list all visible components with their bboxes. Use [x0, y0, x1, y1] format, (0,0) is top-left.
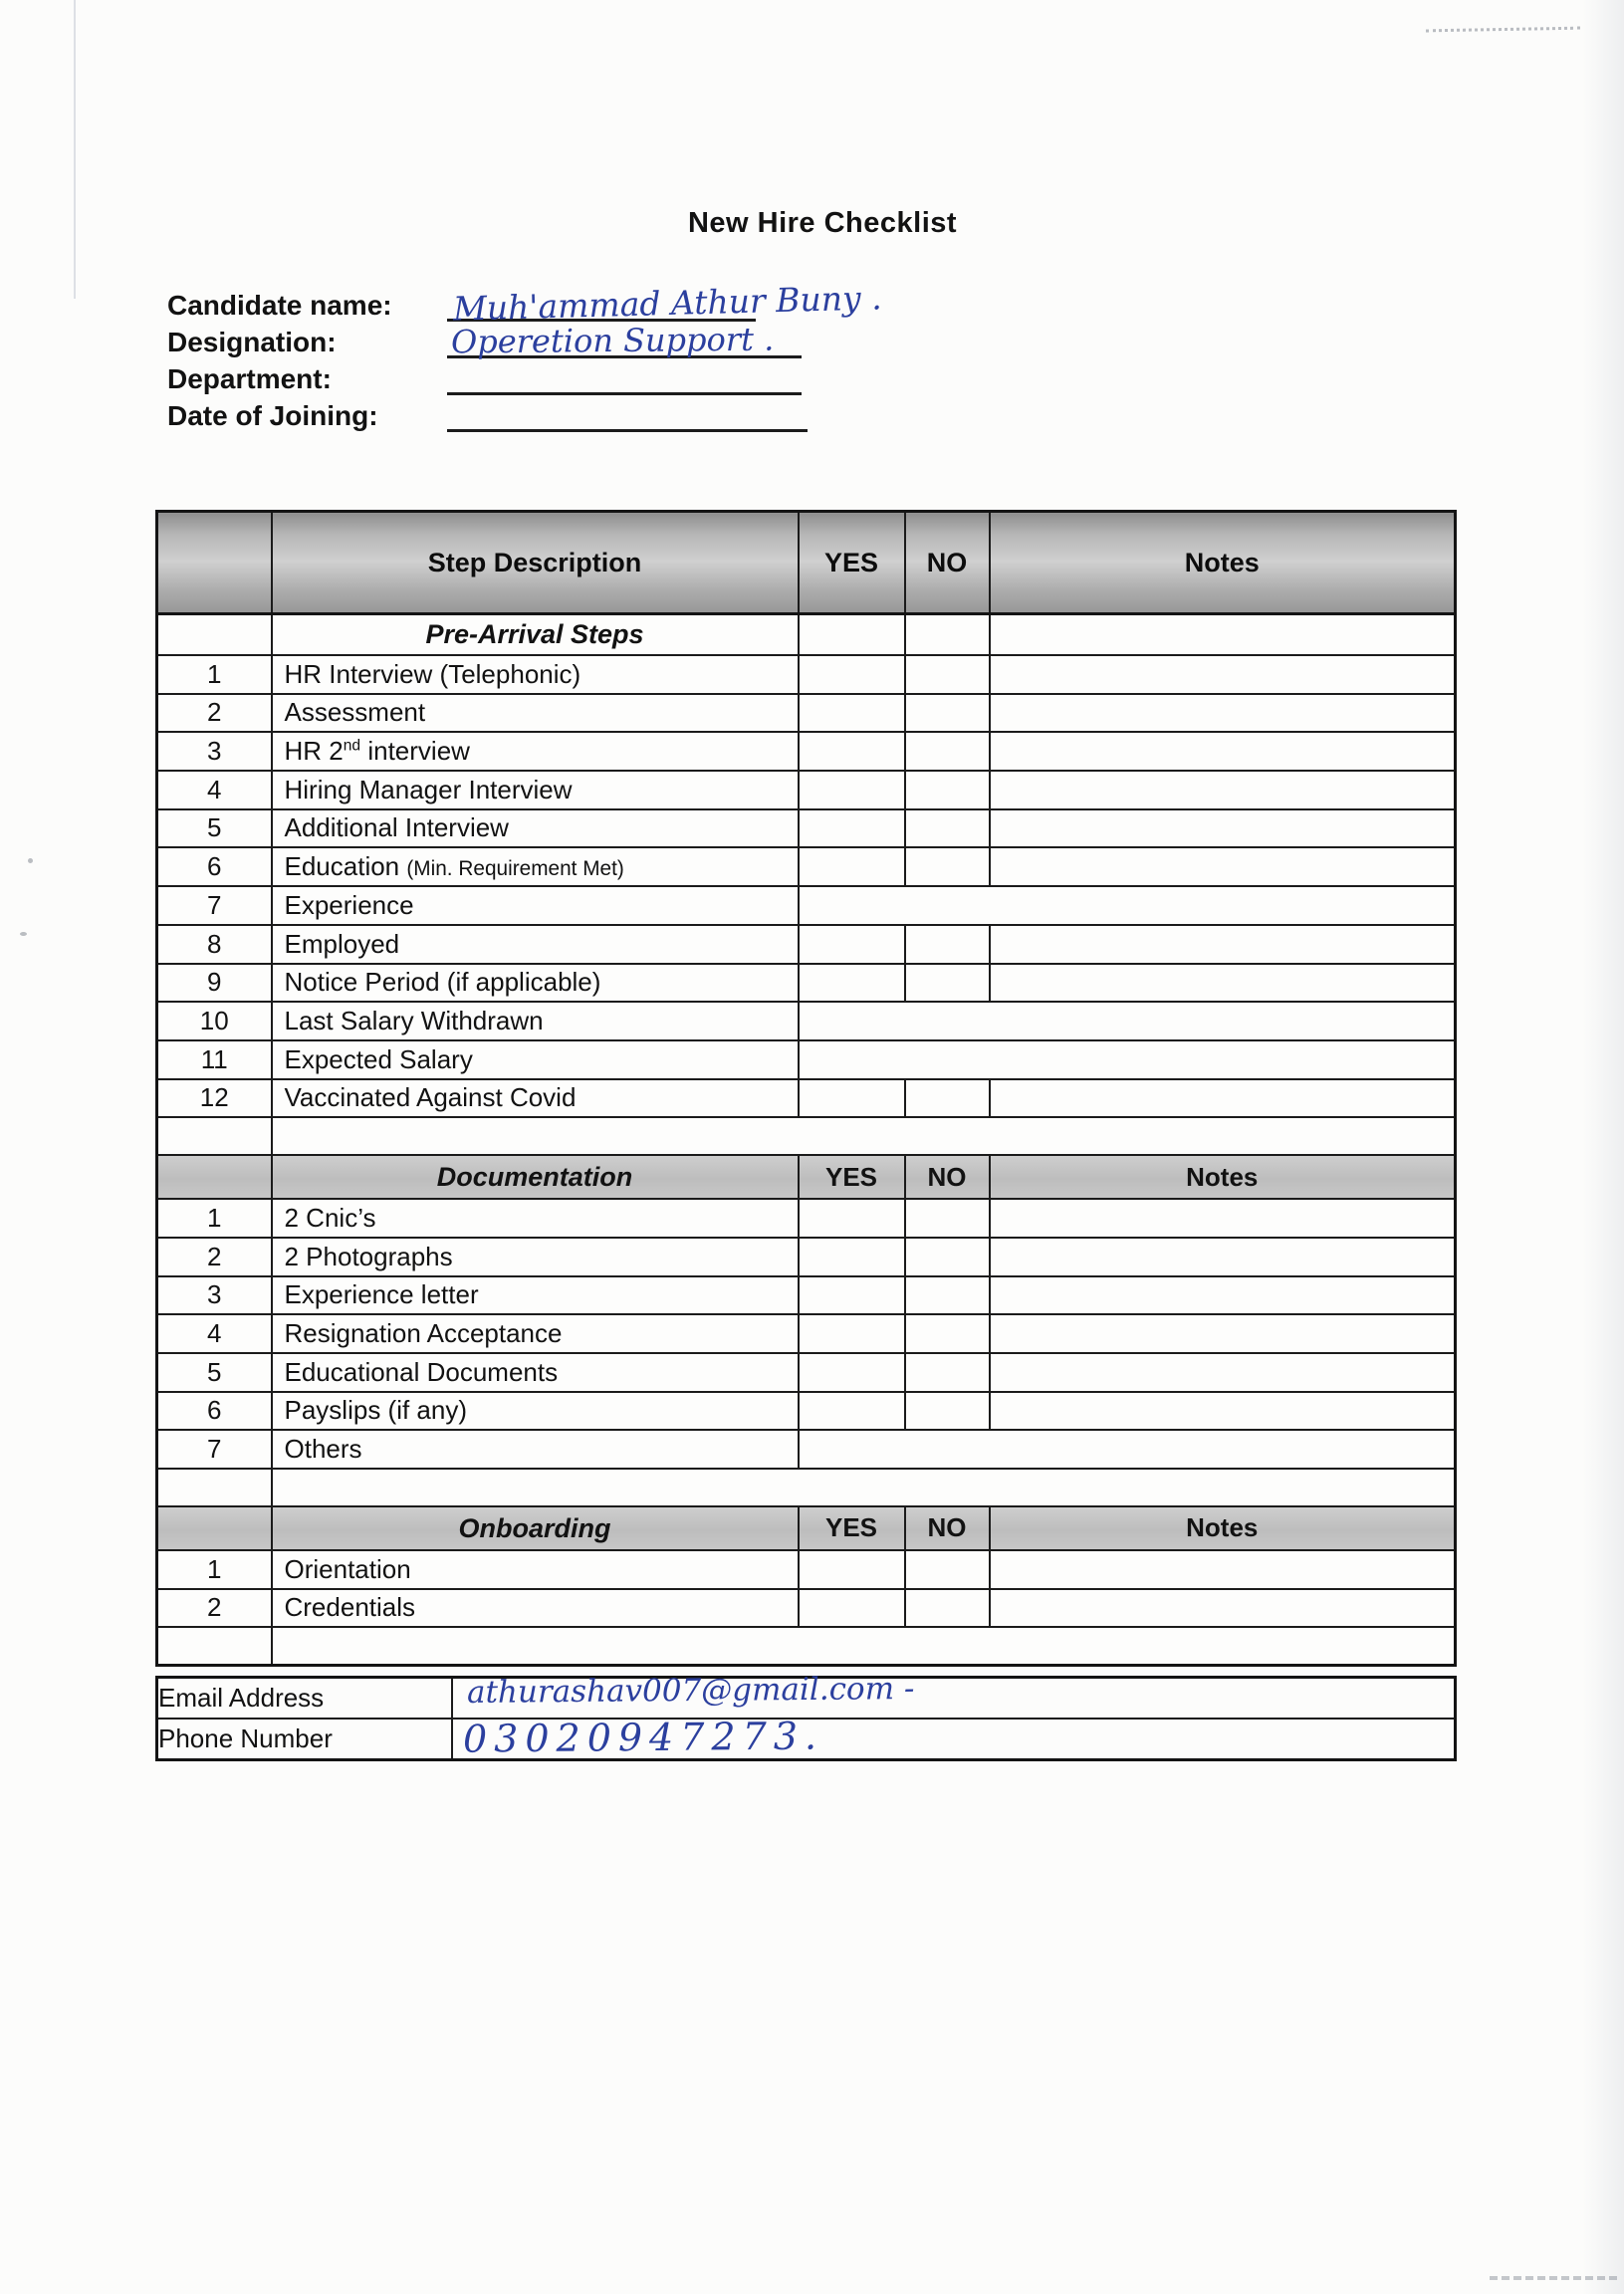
yes-cell	[799, 809, 905, 848]
table-row	[157, 1392, 1456, 1431]
notes-cell	[990, 1589, 1456, 1628]
date-of-joining-label: Date of Joining:	[167, 400, 378, 431]
yes-cell	[799, 655, 905, 694]
empty-cell	[272, 1469, 1456, 1506]
step-number-cell: 6	[157, 847, 272, 886]
yes-cell	[799, 1199, 905, 1238]
step-description-cell: Experience	[272, 886, 799, 925]
empty-cell	[905, 614, 990, 656]
yes-cell	[799, 847, 905, 886]
no-cell	[905, 1589, 990, 1628]
table-row	[157, 1040, 1456, 1079]
table-row	[157, 1276, 1456, 1315]
step-description-cell: Education (Min. Requirement Met)	[272, 847, 799, 886]
step-number-cell: 1	[157, 1550, 272, 1589]
email-address-label: Email Address	[157, 1678, 452, 1720]
yes-cell	[799, 771, 905, 809]
column-header-notes: Notes	[990, 512, 1456, 614]
column-header-yes: YES	[799, 512, 905, 614]
step-number-cell: 1	[157, 1199, 272, 1238]
step-number-cell: 2	[157, 694, 272, 733]
yes-cell	[799, 1079, 905, 1118]
documentation-notes-header: Notes	[990, 1155, 1456, 1199]
phone-row	[157, 1719, 1456, 1760]
onboarding-no-header: NO	[905, 1506, 990, 1550]
table-header-row	[157, 512, 1456, 614]
table-row	[157, 1079, 1456, 1118]
no-cell	[905, 1550, 990, 1589]
step-description-cell: Hiring Manager Interview	[272, 771, 799, 809]
step-description-cell: HR Interview (Telephonic)	[272, 655, 799, 694]
column-header-no: NO	[905, 512, 990, 614]
yes-cell	[799, 1353, 905, 1392]
notes-cell	[990, 1238, 1456, 1276]
empty-cell	[799, 614, 905, 656]
no-cell	[905, 1314, 990, 1353]
designation-handwriting: Operetion Support .	[450, 320, 775, 361]
step-number-cell: 5	[157, 1353, 272, 1392]
scan-edge-shading	[1582, 0, 1624, 2294]
scan-speck	[28, 858, 33, 863]
step-description-cell: Assessment	[272, 694, 799, 733]
no-cell	[905, 694, 990, 733]
yes-cell	[799, 1550, 905, 1589]
yes-cell	[799, 732, 905, 771]
onboarding-yes-header: YES	[799, 1506, 905, 1550]
table-row	[157, 655, 1456, 694]
notes-cell	[990, 1199, 1456, 1238]
yes-cell	[799, 1276, 905, 1315]
scan-artifact-bottom-right	[1490, 2276, 1617, 2280]
table-row	[157, 1430, 1456, 1469]
notes-cell	[990, 1353, 1456, 1392]
candidate-name-label: Candidate name:	[167, 290, 392, 321]
table-row	[157, 1589, 1456, 1628]
candidate-name-line	[447, 278, 883, 329]
empty-cell	[272, 1627, 1456, 1666]
empty-cell	[990, 614, 1456, 656]
yes-cell	[799, 1589, 905, 1628]
step-description-cell: Notice Period (if applicable)	[272, 964, 799, 1003]
step-description-cell: 2 Cnic’s	[272, 1199, 799, 1238]
step-description-cell: Orientation	[272, 1550, 799, 1589]
notes-cell	[990, 771, 1456, 809]
step-description-cell: Resignation Acceptance	[272, 1314, 799, 1353]
empty-cell	[157, 1155, 272, 1199]
no-cell	[905, 809, 990, 848]
onboarding-section	[157, 1506, 1456, 1666]
step-description-cell: HR 2nd interview	[272, 732, 799, 771]
email-address-value-cell	[452, 1671, 1456, 1720]
pre-arrival-section	[157, 614, 1456, 1156]
step-number-cell: 3	[157, 732, 272, 771]
step-description-cell: Vaccinated Against Covid	[272, 1079, 799, 1118]
table-row	[157, 1353, 1456, 1392]
step-number-cell: 5	[157, 809, 272, 848]
merged-yes-no-notes-cell	[799, 886, 1456, 925]
spacer-row	[157, 1469, 1456, 1506]
yes-cell	[799, 964, 905, 1003]
step-description-cell: Expected Salary	[272, 1040, 799, 1079]
no-cell	[905, 847, 990, 886]
step-description-cell: 2 Photographs	[272, 1238, 799, 1276]
department-field	[167, 358, 808, 395]
table-row	[157, 771, 1456, 809]
yes-cell	[799, 694, 905, 733]
notes-cell	[990, 1276, 1456, 1315]
table-row	[157, 1550, 1456, 1589]
scan-speck	[20, 932, 27, 936]
onboarding-section-label: Onboarding	[272, 1506, 799, 1550]
merged-yes-no-notes-cell	[799, 1040, 1456, 1079]
pre-arrival-section-label: Pre-Arrival Steps	[272, 614, 799, 656]
documentation-header-row	[157, 1155, 1456, 1199]
notes-cell	[990, 694, 1456, 733]
date-of-joining-line	[447, 399, 808, 432]
candidate-name-field	[167, 278, 883, 329]
notes-cell	[990, 847, 1456, 886]
table-row	[157, 1238, 1456, 1276]
merged-yes-no-notes-cell	[799, 1430, 1456, 1469]
designation-field	[167, 320, 808, 361]
step-number-cell: 2	[157, 1238, 272, 1276]
notes-cell	[990, 925, 1456, 964]
no-cell	[905, 1392, 990, 1431]
column-header-number	[157, 512, 272, 614]
notes-cell	[990, 1392, 1456, 1431]
step-description-cell: Additional Interview	[272, 809, 799, 848]
empty-cell	[157, 1627, 272, 1666]
table-row	[157, 1002, 1456, 1040]
onboarding-header-row	[157, 1506, 1456, 1550]
step-number-cell: 6	[157, 1392, 272, 1431]
notes-cell	[990, 1550, 1456, 1589]
empty-cell	[157, 614, 272, 656]
page-title: New Hire Checklist	[687, 207, 958, 239]
step-number-cell: 11	[157, 1040, 272, 1079]
scan-artifact-top-right	[1426, 27, 1580, 33]
pre-arrival-section-label-row	[157, 614, 1456, 656]
no-cell	[905, 732, 990, 771]
step-description-cell: Educational Documents	[272, 1353, 799, 1392]
column-header-step-description: Step Description	[272, 512, 799, 614]
no-cell	[905, 925, 990, 964]
merged-yes-no-notes-cell	[799, 1002, 1456, 1040]
table-row	[157, 847, 1456, 886]
documentation-section	[157, 1155, 1456, 1506]
table-row	[157, 886, 1456, 925]
paper-crease	[74, 0, 76, 299]
notes-cell	[990, 1314, 1456, 1353]
documentation-no-header: NO	[905, 1155, 990, 1199]
notes-cell	[990, 655, 1456, 694]
email-handwriting: athurashav007@gmail.com -	[466, 1671, 915, 1711]
phone-handwriting: 03020947273.	[462, 1714, 823, 1761]
department-line	[447, 362, 802, 395]
documentation-section-label: Documentation	[272, 1155, 799, 1199]
department-label: Department:	[167, 363, 332, 394]
step-number-cell: 7	[157, 1430, 272, 1469]
step-description-cell: Payslips (if any)	[272, 1392, 799, 1431]
no-cell	[905, 1199, 990, 1238]
notes-cell	[990, 1079, 1456, 1118]
step-description-cell: Credentials	[272, 1589, 799, 1628]
empty-cell	[272, 1117, 1456, 1155]
contact-table	[155, 1671, 1457, 1761]
step-number-cell: 8	[157, 925, 272, 964]
step-number-cell: 9	[157, 964, 272, 1003]
step-description-cell: Experience letter	[272, 1276, 799, 1315]
notes-cell	[990, 809, 1456, 848]
spacer-row	[157, 1117, 1456, 1155]
candidate-info-block	[167, 278, 883, 432]
checklist-table	[155, 510, 1457, 1667]
table-row	[157, 809, 1456, 848]
designation-line	[447, 320, 802, 361]
table-row	[157, 964, 1456, 1003]
email-row	[157, 1678, 1456, 1720]
notes-cell	[990, 964, 1456, 1003]
step-number-cell: 2	[157, 1589, 272, 1628]
yes-cell	[799, 925, 905, 964]
onboarding-notes-header: Notes	[990, 1506, 1456, 1550]
no-cell	[905, 1079, 990, 1118]
table-row	[157, 694, 1456, 733]
no-cell	[905, 1276, 990, 1315]
step-description-cell: Others	[272, 1430, 799, 1469]
spacer-row	[157, 1627, 1456, 1666]
step-number-cell: 1	[157, 655, 272, 694]
step-description-cell: Last Salary Withdrawn	[272, 1002, 799, 1040]
step-number-cell: 12	[157, 1079, 272, 1118]
yes-cell	[799, 1314, 905, 1353]
empty-cell	[157, 1117, 272, 1155]
phone-number-label: Phone Number	[157, 1719, 452, 1760]
table-row	[157, 1314, 1456, 1353]
table-row	[157, 925, 1456, 964]
yes-cell	[799, 1392, 905, 1431]
step-number-cell: 3	[157, 1276, 272, 1315]
notes-cell	[990, 732, 1456, 771]
no-cell	[905, 964, 990, 1003]
designation-label: Designation:	[167, 327, 337, 357]
step-number-cell: 4	[157, 771, 272, 809]
step-number-cell: 7	[157, 886, 272, 925]
step-description-cell: Employed	[272, 925, 799, 964]
table-row	[157, 1199, 1456, 1238]
step-number-cell: 10	[157, 1002, 272, 1040]
no-cell	[905, 771, 990, 809]
candidate-name-handwriting: Muh'ammad Athur Buny .	[452, 278, 883, 329]
no-cell	[905, 655, 990, 694]
date-of-joining-field	[167, 395, 808, 432]
no-cell	[905, 1353, 990, 1392]
table-row	[157, 732, 1456, 771]
step-number-cell: 4	[157, 1314, 272, 1353]
documentation-yes-header: YES	[799, 1155, 905, 1199]
empty-cell	[157, 1469, 272, 1506]
phone-number-value-cell	[452, 1714, 1456, 1761]
empty-cell	[157, 1506, 272, 1550]
no-cell	[905, 1238, 990, 1276]
yes-cell	[799, 1238, 905, 1276]
